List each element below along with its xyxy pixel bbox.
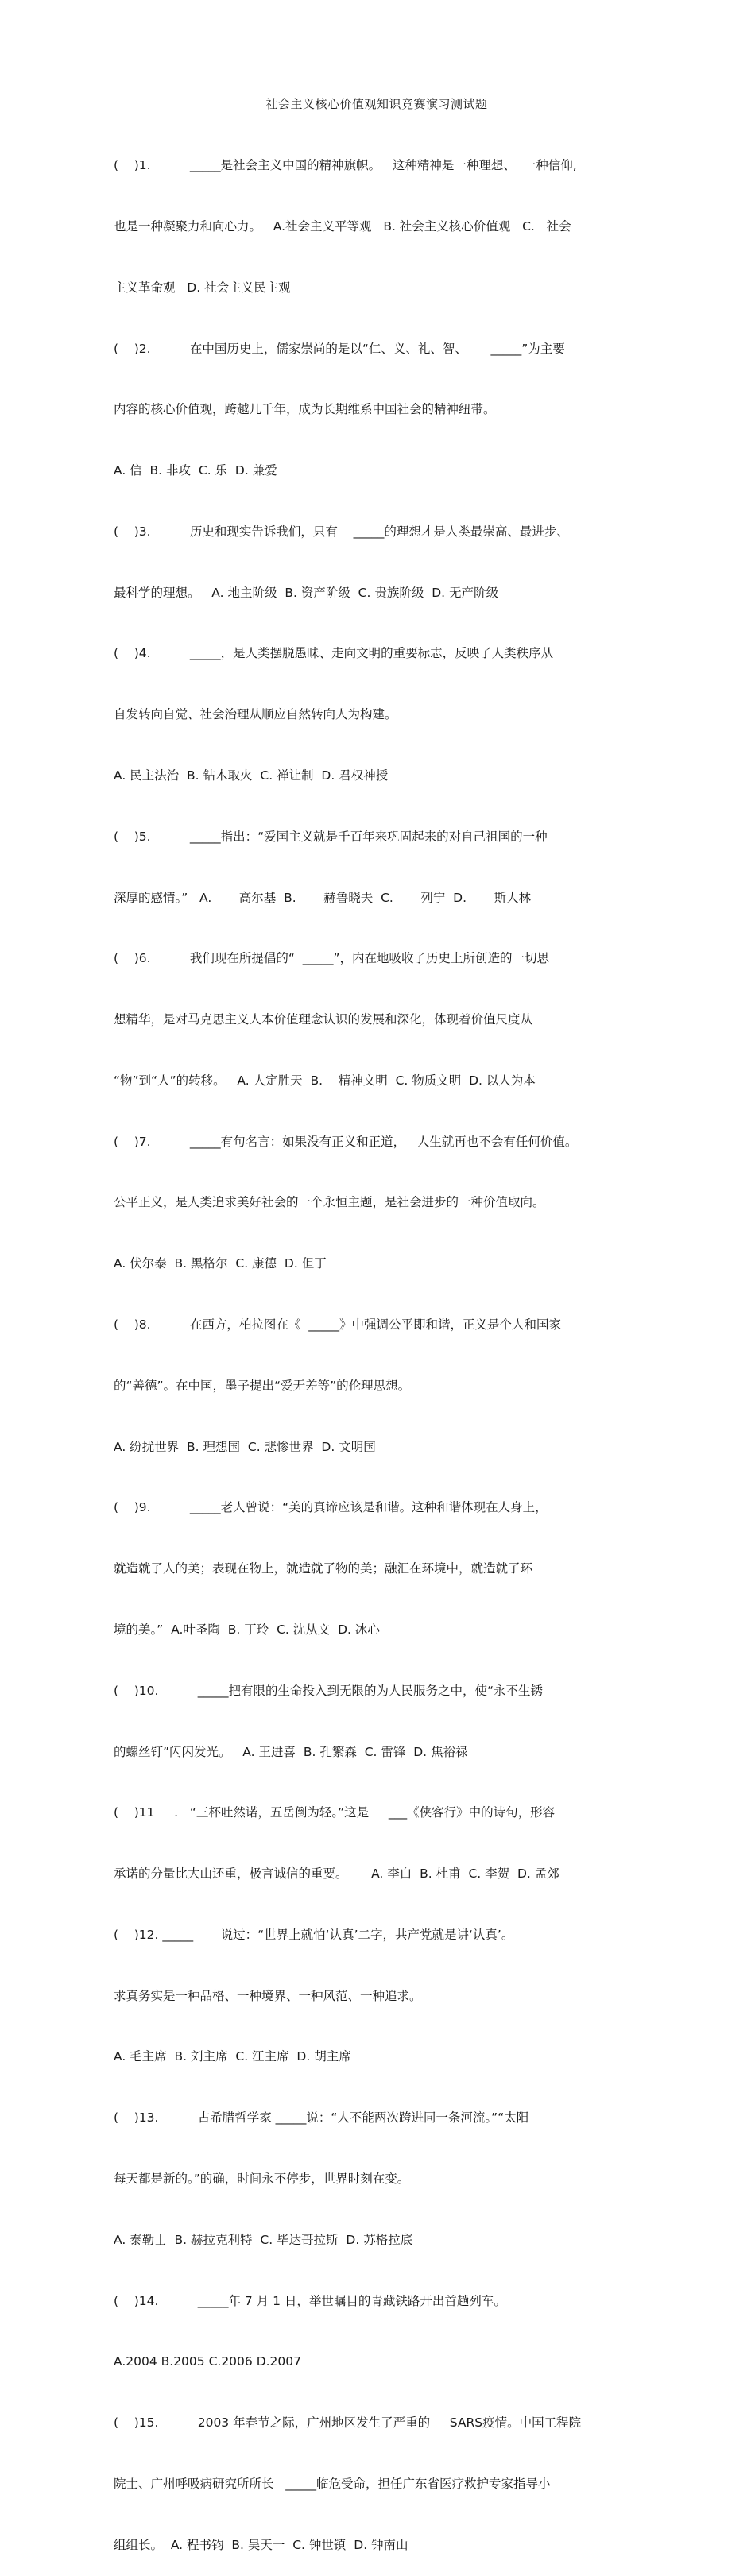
text-line: ( )14. _____年 7 月 1 日，举世瞩目的青藏铁路开出首趟列车。 (114, 2293, 506, 2308)
question-list (114, 115, 641, 2576)
text-line: A. 泰勒士 B. 赫拉克利特 C. 毕达哥拉斯 D. 苏格拉底 (114, 2232, 413, 2247)
text-line: A. 纷扰世界 B. 理想国 C. 悲惨世界 D. 文明国 (114, 1439, 376, 1454)
text-line: ( )3. 历史和现实告诉我们，只有 _____的理想才是人类最崇高、最进步、 (114, 524, 569, 539)
text-line: ( )15. 2003 年春节之际，广州地区发生了严重的 SARS疫情。中国工程院 (114, 2415, 582, 2431)
text-line: ( )1. _____是社会主义中国的精神旗帜。 这种精神是一种理想、 一种信仰, (114, 158, 577, 173)
text-line: ( )2. 在中国历史上，儒家崇尚的是以“仁、义、礼、智、 _____”为主要 (114, 341, 565, 356)
text-line: ( )12. _____ 说过：“世界上就怕‘认真’二字，共产党就是讲‘认真’。 (114, 1927, 514, 1942)
text-line: ( )4. _____，是人类摆脱愚昧、走向文明的重要标志，反映了人类秩序从 (114, 646, 554, 661)
text-line: 内容的核心价值观，跨越几千年，成为长期维系中国社会的精神纽带。 (114, 402, 496, 417)
text-line: ( )13. 古希腊哲学家 _____说：“人不能两次跨进同一条河流。”“太阳 (114, 2110, 529, 2125)
text-line: 想精华，是对马克思主义人本价值理念认识的发展和深化，体现着价值尺度从 (114, 1012, 533, 1027)
text-line: 组组长。 A. 程书钧 B. 吴天一 C. 钟世镇 D. 钟南山 (114, 2537, 408, 2552)
text-line: 就造就了人的美；表现在物上，就造就了物的美；融汇在环境中，就造就了环 (114, 1561, 533, 1576)
text-line: 院士、广州呼吸病研究所所长 _____临危受命，担任广东省医疗救护专家指导小 (114, 2476, 551, 2491)
text-line: A. 毛主席 B. 刘主席 C. 江主席 D. 胡主席 (114, 2049, 351, 2064)
document-title: 社会主义核心价值观知识竞赛演习测试题 (265, 97, 488, 111)
text-line: A. 民主法治 B. 钻木取火 C. 禅让制 D. 君权神授 (114, 768, 389, 783)
text-line: 最科学的理想。 A. 地主阶级 B. 资产阶级 C. 贵族阶级 D. 无产阶级 (114, 585, 498, 600)
text-line: 自发转向自觉、社会治理从顺应自然转向人为构建。 (114, 707, 397, 722)
text-line: 每天都是新的。”的确，时间永不停步，世界时刻在变。 (114, 2171, 410, 2186)
text-line: 的“善德”。在中国，墨子提出“爱无差等”的伦理思想。 (114, 1378, 411, 1393)
text-line: ( )5. _____指出：“爱国主义就是千百年来巩固起来的对自己祖国的一种 (114, 829, 548, 844)
text-line: A. 伏尔泰 B. 黑格尔 C. 康德 D. 但丁 (114, 1256, 327, 1271)
text-line: A. 信 B. 非攻 C. 乐 D. 兼爱 (114, 463, 277, 478)
text-line: ( )6. 我们现在所提倡的“ _____”，内在地吸收了历史上所创造的一切思 (114, 951, 550, 966)
text-line: 深厚的感情。” A. 高尔基 B. 赫鲁晓夫 C. 列宁 D. 斯大林 (114, 890, 532, 905)
text-line: ( )10. _____把有限的生命投入到无限的为人民服务之中，使“永不生锈 (114, 1683, 544, 1698)
text-line: ( )7. _____有句名言：如果没有正义和正道， 人生就再也不会有任何价值。 (114, 1134, 578, 1149)
text-line: ( )11 . “三杯吐然诺，五岳倒为轻。”这是 ___《侠客行》中的诗句，形容 (114, 1805, 556, 1820)
text-line: 公平正义，是人类追求美好社会的一个永恒主题，是社会进步的一种价值取向。 (114, 1195, 545, 1210)
text-line: ( )9. _____老人曾说：“美的真谛应该是和谐。这种和谐体现在人身上， (114, 1500, 548, 1515)
text-line: “物”到“人”的转移。 A. 人定胜天 B. 精神文明 C. 物质文明 D. 以人为本 (114, 1073, 536, 1088)
text-line: 主义革命观 D. 社会主义民主观 (114, 280, 291, 295)
text-line: 承诺的分量比大山还重，极言诚信的重要。 A. 李白 B. 杜甫 C. 李贺 D. 孟郊 (114, 1866, 559, 1882)
text-line: 也是一种凝聚力和向心力。 A.社会主义平等观 B. 社会主义核心价值观 C. 社会 (114, 219, 571, 234)
text-line: ( )8. 在西方，柏拉图在《 _____》中强调公平即和谐，正义是个人和国家 (114, 1317, 561, 1332)
text-line: 境的美。” A.叶圣陶 B. 丁玲 C. 沈从文 D. 冰心 (114, 1622, 380, 1637)
text-line: 求真务实是一种品格、一种境界、一种风范、一种追求。 (114, 1988, 422, 2003)
text-line: 的螺丝钉”闪闪发光。 A. 王进喜 B. 孔繁森 C. 雷锋 D. 焦裕禄 (114, 1744, 468, 1759)
text-line: A.2004 B.2005 C.2006 D.2007 (114, 2354, 301, 2369)
